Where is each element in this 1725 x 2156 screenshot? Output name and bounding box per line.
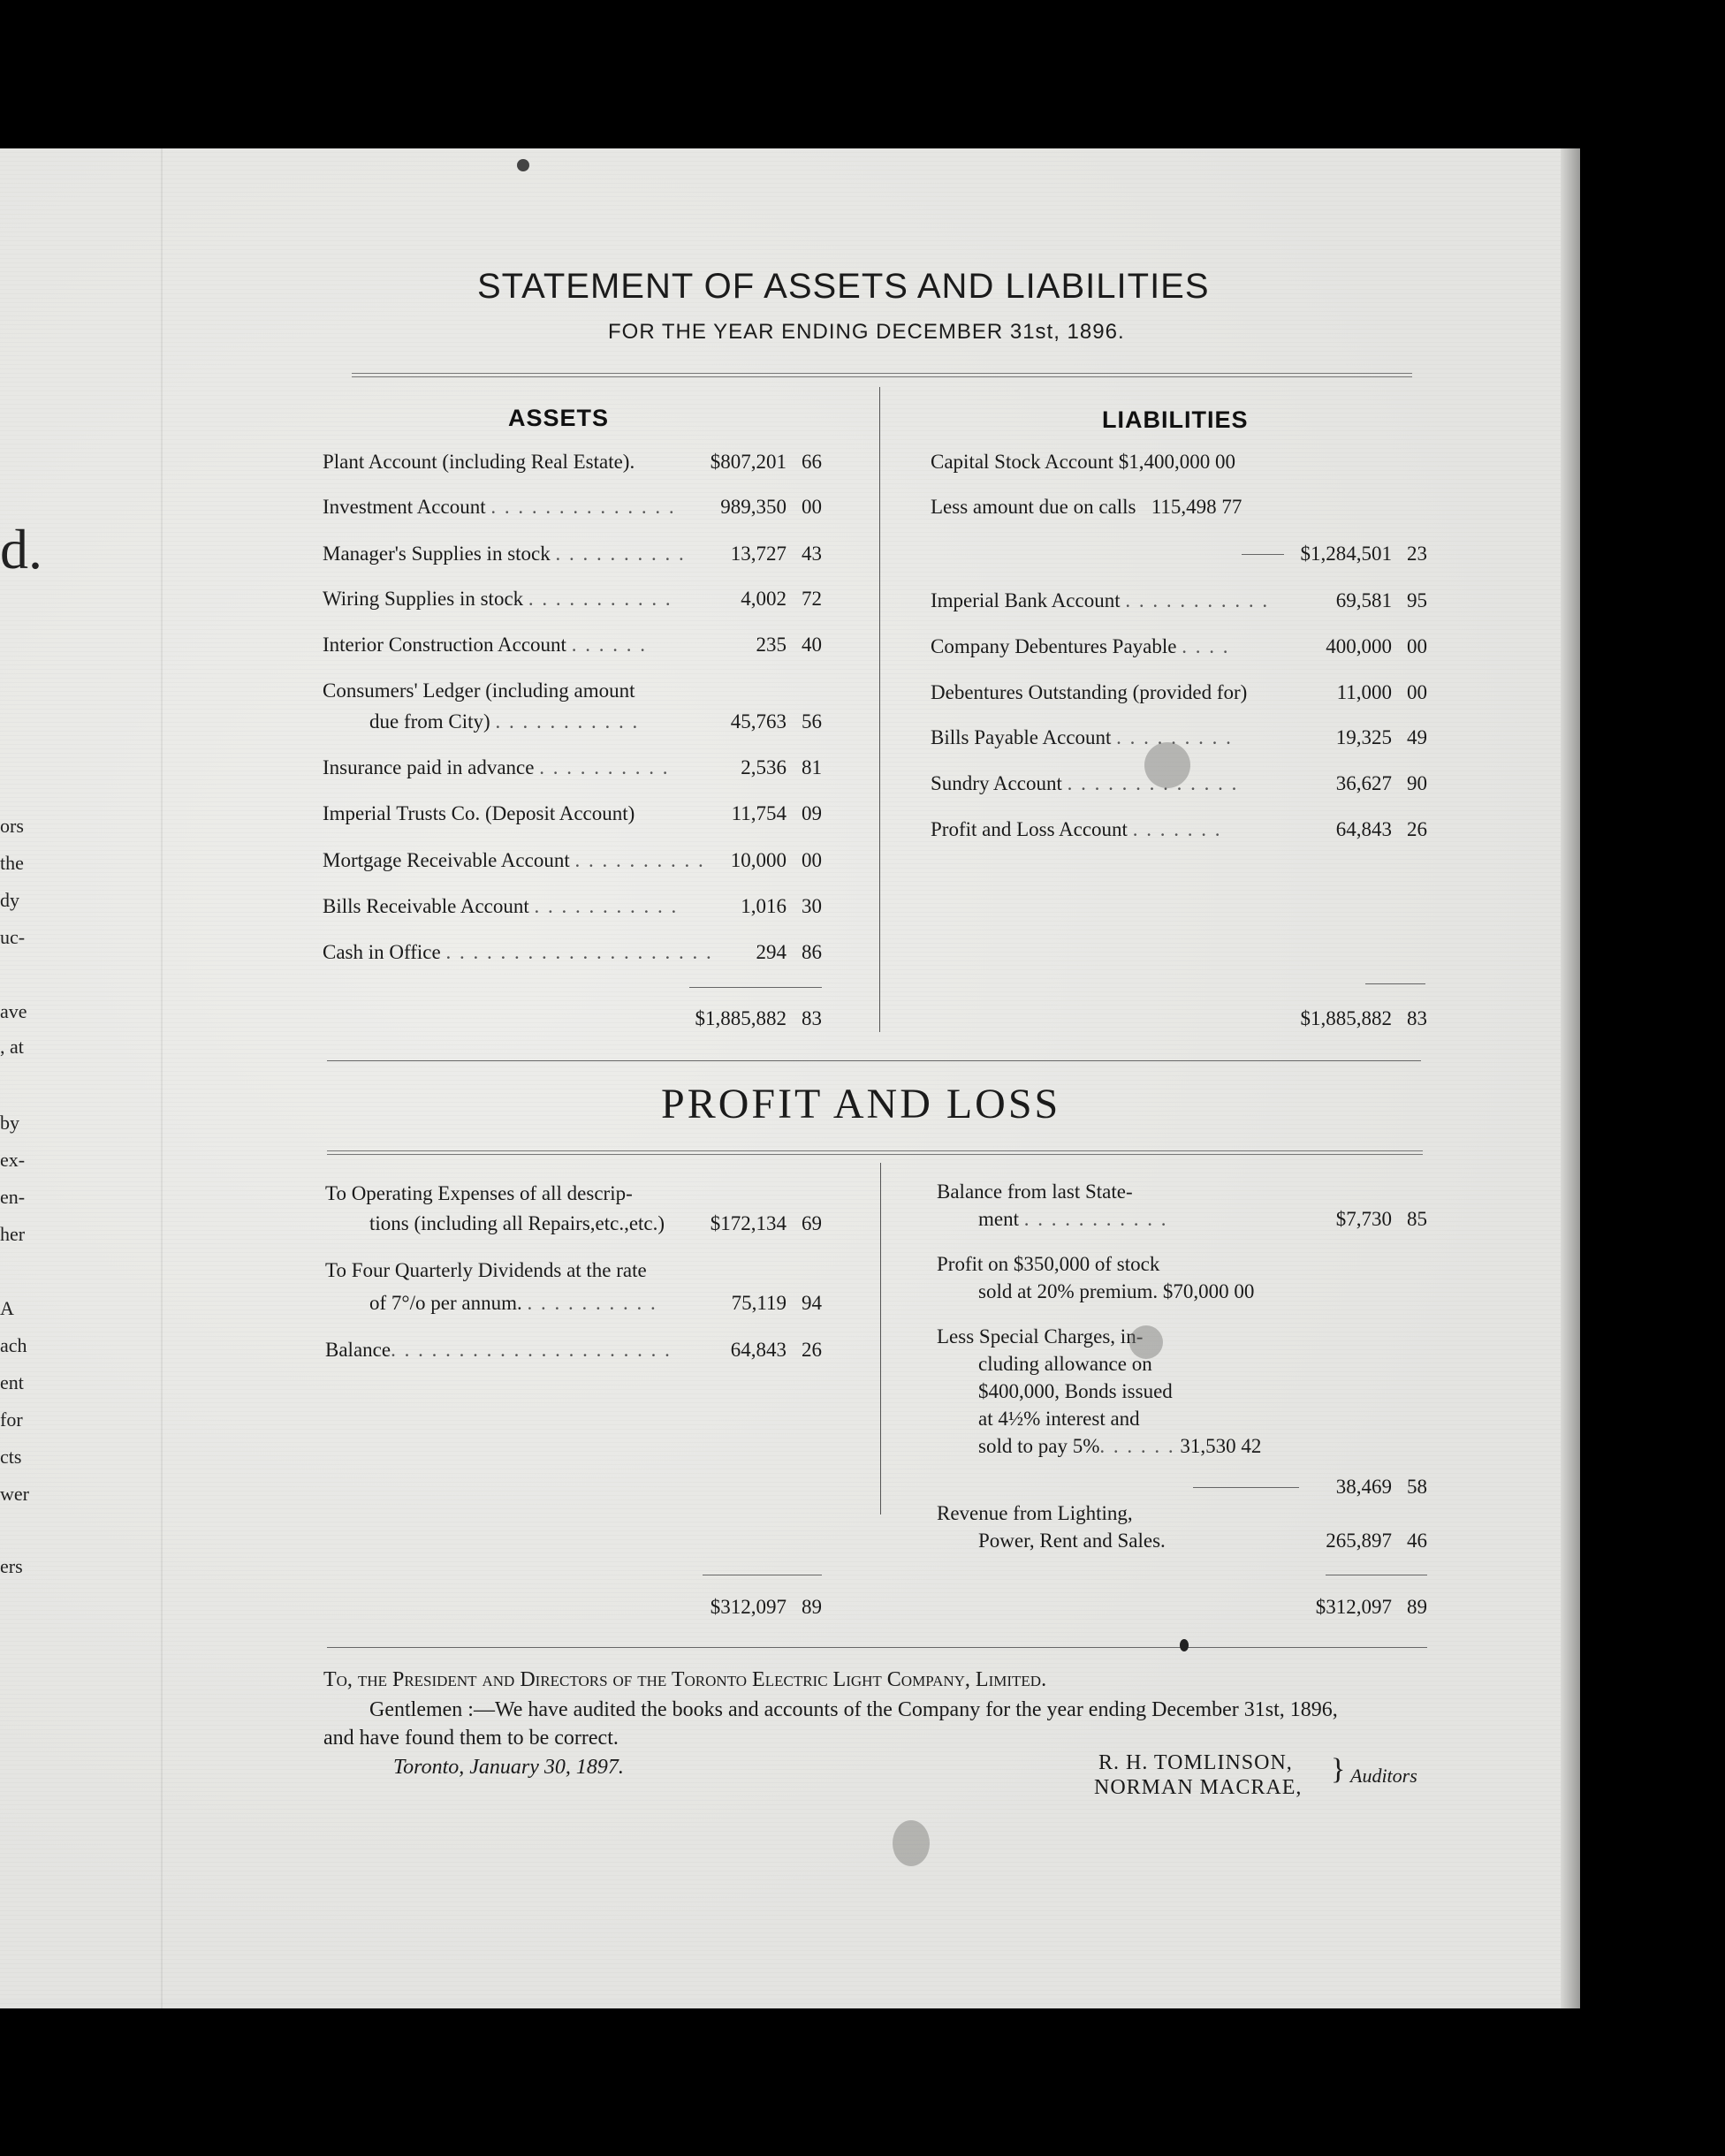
margin-fragment: by <box>0 1112 19 1134</box>
margin-fragment: ach <box>0 1334 27 1356</box>
liability-amount: 11,000 00 <box>1336 681 1427 703</box>
stain <box>1129 1325 1163 1359</box>
margin-fragment: dy <box>0 889 19 911</box>
stain <box>893 1820 930 1866</box>
asset-amount: 2,536 81 <box>741 756 822 778</box>
liabilities-heading: LIABILITIES <box>1102 406 1249 433</box>
margin-fragment: en- <box>0 1186 26 1208</box>
audit-body: and have found them to be correct. <box>323 1727 619 1750</box>
profit-loss-divider <box>327 1150 1423 1155</box>
statement-subtitle: FOR THE YEAR ENDING DECEMBER 31st, 1896. <box>608 320 1125 344</box>
assets-total-rule <box>689 987 822 988</box>
assets-total: $1,885,882 83 <box>695 1007 822 1029</box>
pl-credit-total: $312,097 89 <box>1315 1596 1427 1618</box>
asset-amount: 10,000 00 <box>730 849 822 871</box>
auditors-label: Auditors <box>1350 1765 1417 1787</box>
auditor-name: NORMAN MACRAE, <box>1094 1776 1303 1799</box>
liability-amount: 36,627 90 <box>1335 772 1427 794</box>
asset-amount: 4,002 72 <box>741 588 822 610</box>
liability-amount: 400,000 00 <box>1326 635 1427 657</box>
margin-fragment: A <box>0 1297 14 1319</box>
asset-amount: 1,016 30 <box>741 895 822 917</box>
margin-fragment: wer <box>0 1483 29 1505</box>
asset-amount: $807,201 66 <box>710 451 822 473</box>
audit-addressee: To, the President and Directors of the Toronto Electric Light Company, Limited. <box>323 1668 1047 1691</box>
auditors-brace: } <box>1331 1753 1346 1786</box>
liabilities-total: $1,885,882 83 <box>1300 1007 1427 1029</box>
assets-heading: ASSETS <box>508 405 610 431</box>
liability-amount: 69,581 95 <box>1335 589 1427 611</box>
document-page <box>0 148 1579 2008</box>
pl-credit-amount: 265,897 46 <box>1326 1530 1427 1552</box>
asset-amount: 235 40 <box>756 634 822 656</box>
pl-debit-amount: 75,119 94 <box>731 1292 822 1314</box>
auditor-name: R. H. TOMLINSON, <box>1098 1751 1293 1774</box>
asset-amount: 294 86 <box>756 941 822 963</box>
asset-amount: 989,350 00 <box>720 496 822 518</box>
asset-amount: 11,754 09 <box>731 802 822 824</box>
page-edge-shadow <box>1561 148 1580 2008</box>
margin-fragment: the <box>0 852 24 874</box>
asset-amount: 13,727 43 <box>730 543 822 565</box>
profit-loss-title: PROFIT AND LOSS <box>661 1081 1061 1127</box>
pl-debit-total: $312,097 89 <box>710 1596 822 1618</box>
pl-column-divider <box>880 1163 881 1515</box>
margin-fragment: , at <box>0 1036 24 1058</box>
liability-amount: $1,284,501 23 <box>1300 543 1427 565</box>
margin-fragment: ex- <box>0 1149 26 1171</box>
margin-fragment: for <box>0 1408 23 1431</box>
pl-debit-amount: 64,843 26 <box>730 1339 822 1361</box>
stain <box>1144 742 1190 788</box>
asset-amount: 45,763 56 <box>730 710 822 733</box>
audit-body: Gentlemen :—We have audited the books and accounts of the Company for the year ending December 31st, 1896, <box>369 1698 1338 1721</box>
liability-amount: 19,325 49 <box>1335 726 1427 748</box>
section-divider <box>327 1060 1421 1061</box>
header-divider <box>352 373 1412 377</box>
liability-amount: 64,843 26 <box>1335 818 1427 840</box>
column-divider <box>879 387 880 1032</box>
audit-place-date: Toronto, January 30, 1897. <box>393 1756 624 1779</box>
ink-speck <box>517 159 529 171</box>
margin-fragment: ers <box>0 1555 23 1577</box>
statement-title: STATEMENT OF ASSETS AND LIABILITIES <box>477 267 1210 306</box>
pl-credit-amount: 38,469 58 <box>1335 1476 1427 1498</box>
audit-divider <box>327 1647 1427 1648</box>
ink-speck <box>1180 1639 1189 1651</box>
pl-credit-amount: $7,730 85 <box>1335 1208 1427 1230</box>
margin-fragment: her <box>0 1223 26 1245</box>
liabilities-total-rule <box>1365 983 1425 984</box>
margin-fragment: uc- <box>0 926 26 948</box>
margin-fragment: d. <box>0 518 42 581</box>
margin-fragment: ent <box>0 1371 24 1393</box>
margin-fragment: cts <box>0 1446 22 1468</box>
margin-fragment: ors <box>0 815 24 837</box>
page-fold <box>161 148 163 2008</box>
pl-debit-amount: $172,134 69 <box>710 1212 822 1234</box>
margin-fragment: ave <box>0 1000 27 1022</box>
